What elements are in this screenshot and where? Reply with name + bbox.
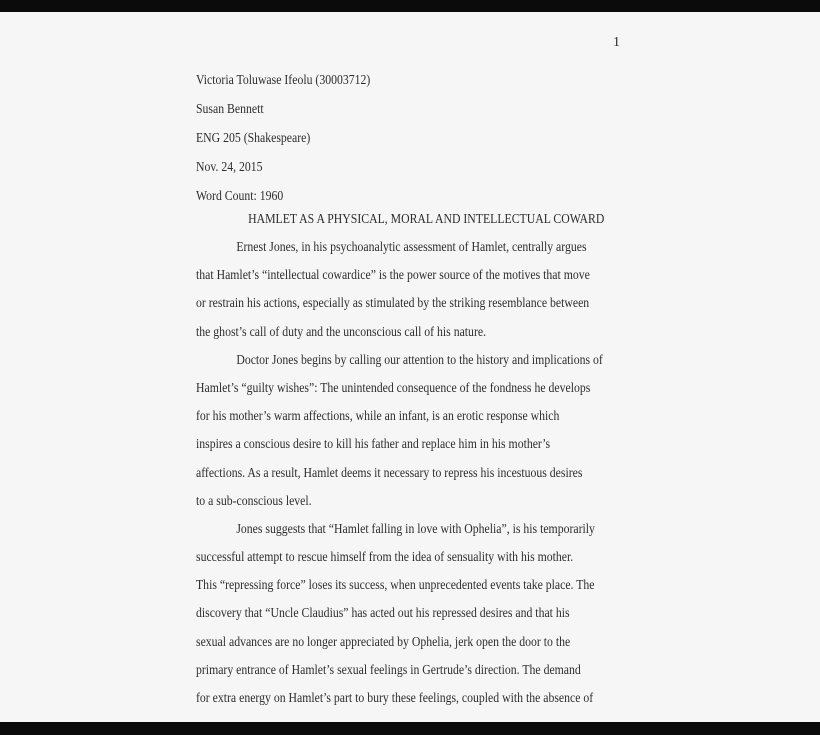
body-line: or restrain his actions, especially as stimulated by the striking resemblance between bbox=[196, 296, 590, 312]
body-line: successful attempt to rescue himself from the idea of sensuality with his mother. bbox=[196, 550, 574, 566]
body-line: that Hamlet’s “intellectual cowardice” is the power source of the motives that move bbox=[196, 268, 590, 284]
body-line: discovery that “Uncle Claudius” has acted out his repressed desires and that his bbox=[196, 606, 570, 622]
body-line: for his mother’s warm affections, while an infant, is an erotic response which bbox=[196, 409, 560, 425]
body-line: inspires a conscious desire to kill his father and replace him in his mother’s bbox=[196, 437, 551, 453]
body-line: affections. As a result, Hamlet deems it necessary to repress his incestuous desires bbox=[196, 465, 583, 481]
body-line: This “repressing force” loses its success, when unprecedented events take place. The bbox=[196, 578, 595, 594]
word-count-line: Word Count: 1960 bbox=[196, 189, 284, 204]
instructor-line: Susan Bennett bbox=[196, 102, 264, 117]
essay-body bbox=[196, 234, 756, 713]
body-line: sexual advances are no longer appreciated by Ophelia, jerk open the door to the bbox=[196, 634, 571, 650]
letterbox-bottom-bar bbox=[0, 722, 820, 735]
body-line: primary entrance of Hamlet’s sexual feelings in Gertrude’s direction. The demand bbox=[196, 662, 581, 678]
course-line: ENG 205 (Shakespeare) bbox=[196, 131, 311, 146]
body-line: Hamlet’s “guilty wishes”: The unintended consequence of the fondness he develops bbox=[196, 380, 591, 396]
body-line: to a sub-conscious level. bbox=[196, 493, 312, 509]
author-line: Victoria Toluwase Ifeolu (30003712) bbox=[196, 73, 371, 88]
letterbox-top-bar bbox=[0, 0, 820, 12]
date-line: Nov. 24, 2015 bbox=[196, 160, 263, 175]
paragraph bbox=[196, 516, 756, 713]
body-line: for extra energy on Hamlet’s part to bury these feelings, coupled with the absence of bbox=[196, 691, 594, 706]
essay-title: HAMLET AS A PHYSICAL, MORAL AND INTELLECTUAL COWARD bbox=[248, 212, 605, 227]
body-line: Doctor Jones begins by calling our attention to the history and implications of bbox=[236, 352, 603, 368]
page-number: 1 bbox=[613, 35, 620, 50]
body-line: Ernest Jones, in his psychoanalytic assessment of Hamlet, centrally argues bbox=[236, 240, 587, 255]
body-line: Jones suggests that “Hamlet falling in love with Ophelia”, is his temporarily bbox=[236, 521, 595, 537]
mla-header bbox=[196, 66, 756, 211]
body-line: the ghost’s call of duty and the unconscious call of his nature. bbox=[196, 324, 487, 340]
paragraph bbox=[196, 347, 756, 516]
paragraph bbox=[196, 234, 756, 347]
